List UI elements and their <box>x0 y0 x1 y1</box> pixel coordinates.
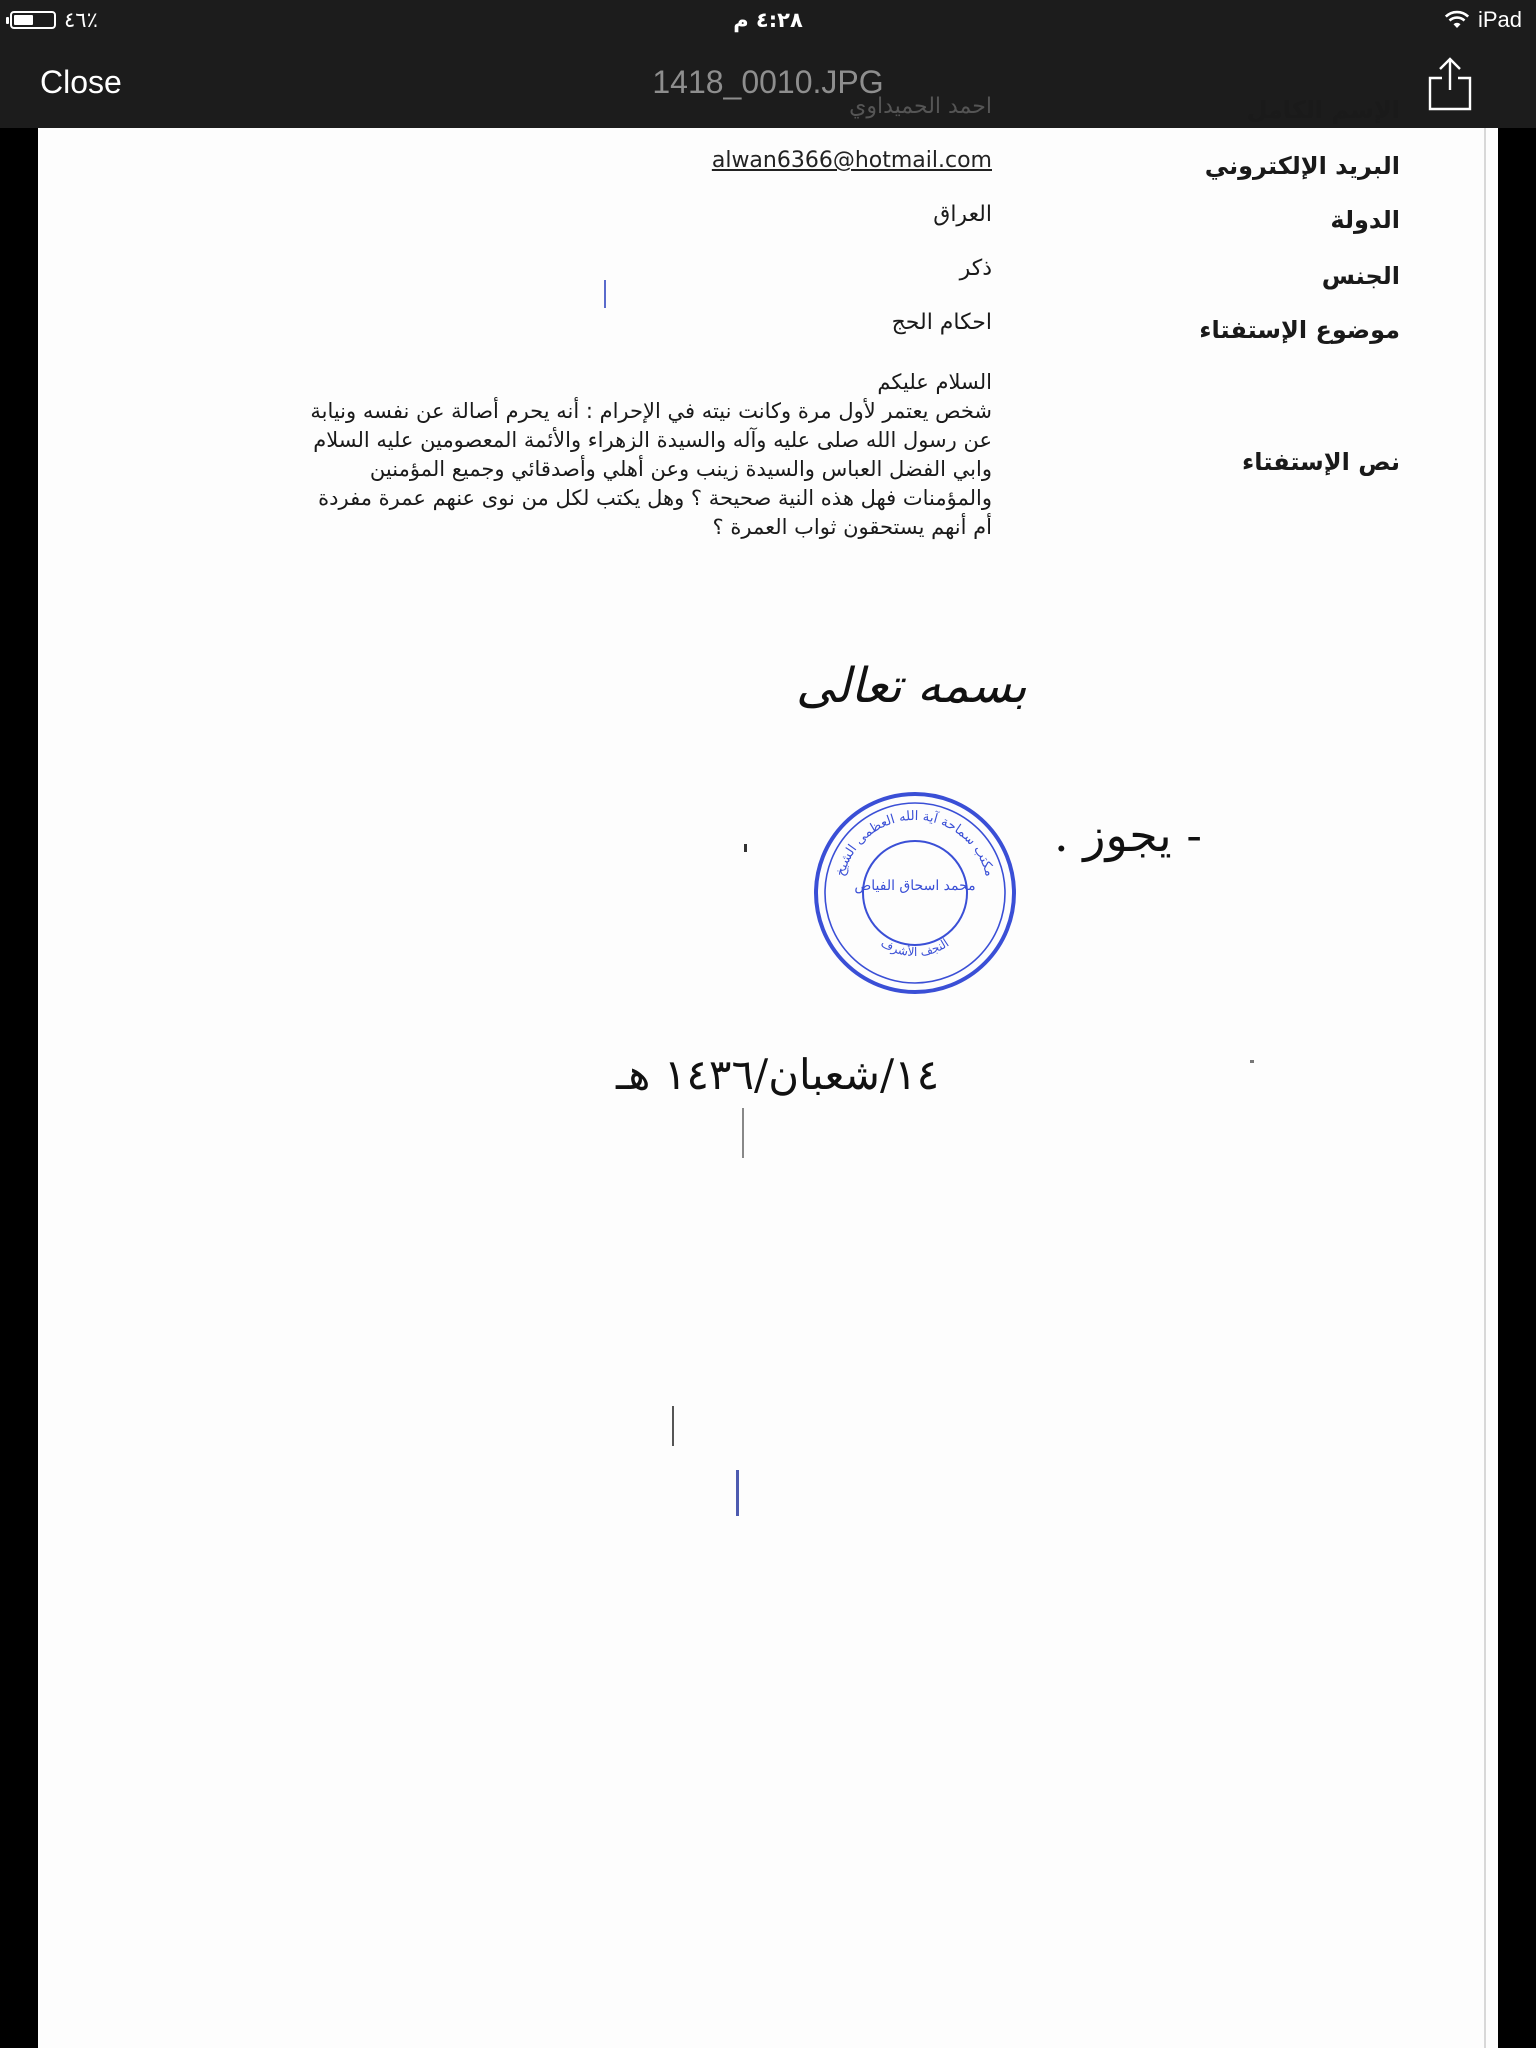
device-indicator <box>1444 7 1522 33</box>
question-line: والمؤمنات فهل هذه النية صحيحة ؟ وهل يكتب لكل من نوى عنهم عمرة مفردة <box>318 486 992 510</box>
question-line: السلام عليكم <box>877 370 992 394</box>
handwritten-heading: بسمه تعالى <box>796 658 1027 714</box>
close-button[interactable]: Close <box>40 64 122 100</box>
value-email: alwan6366@hotmail.com <box>711 148 992 173</box>
label-email: البريد الإلكتروني <box>1204 152 1400 180</box>
question-line: أم أنهم يستحقون ثواب العمرة ؟ <box>712 515 992 539</box>
scan-speck <box>672 1406 674 1446</box>
value-gender: ذكر <box>959 256 992 281</box>
handwritten-answer: - يجوز . <box>1054 808 1202 862</box>
label-subject: موضوع الإستفتاء <box>1199 316 1400 344</box>
scan-edge <box>1484 128 1486 2048</box>
question-text <box>172 368 992 542</box>
svg-text:النجف الأشرف <box>879 936 952 959</box>
question-line: شخص يعتمر لأول مرة وكانت نيته في الإحرام : أنه يحرم أصالة عن نفسه ونيابة <box>310 399 992 423</box>
status-bar <box>0 0 1536 40</box>
file-title: 1418_0010.JPG <box>652 64 884 100</box>
scan-speck <box>744 844 747 852</box>
document-image <box>38 94 1498 2048</box>
label-question-text: نص الإستفتاء <box>1242 448 1400 476</box>
scan-speck <box>736 1470 739 1516</box>
scan-speck <box>742 1108 744 1158</box>
value-full-name: احمد الحميداوي <box>849 94 992 119</box>
scan-speck <box>604 280 606 308</box>
scan-speck <box>1250 1060 1254 1063</box>
stamp-inner-text: محمد اسحاق الفياض <box>854 878 976 894</box>
svg-text:مكتب سماحة آية الله العظمى الش <box>833 809 997 878</box>
question-line: وابي الفضل العباس والسيدة زينب وعن أهلي وأصدقائي وجميع المؤمنين <box>369 457 992 481</box>
label-full-name: الإسم الكامل <box>1246 96 1400 124</box>
question-line: عن رسول الله صلى عليه وآله والسيدة الزهراء والأئمة المعصومين عليه السلام <box>313 428 992 452</box>
label-country: الدولة <box>1330 206 1400 234</box>
wifi-icon <box>1444 10 1470 30</box>
official-stamp <box>812 790 1018 996</box>
stamp-outer-text: مكتب سماحة آية الله العظمى الشيخ <box>833 808 997 879</box>
stamp-bottom-text: النجف الأشرف <box>878 935 952 960</box>
label-gender: الجنس <box>1321 262 1400 290</box>
share-icon[interactable] <box>1424 56 1476 112</box>
device-name: iPad <box>1477 7 1522 32</box>
handwritten-date: ١٤/شعبان/١٤٣٦ هـ <box>616 1050 940 1099</box>
value-subject: احكام الحج <box>891 310 992 335</box>
battery-percent: ٤٦٪ <box>64 8 98 32</box>
value-country: العراق <box>933 202 992 227</box>
status-time: ٤:٢٨ م <box>733 8 803 32</box>
